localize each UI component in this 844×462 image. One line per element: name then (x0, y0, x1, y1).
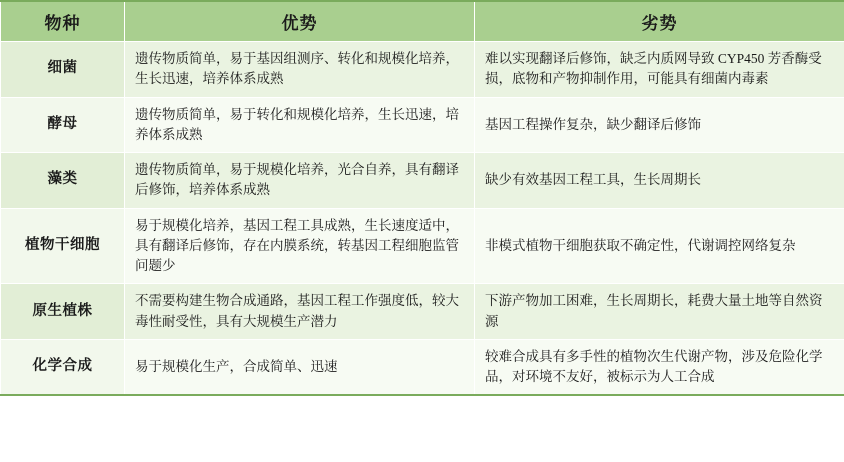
cell-disadvantage (475, 97, 844, 153)
cell-disadvantage-text: 下游产物加工困难，生长周期长，耗费大量土地等自然资源 (485, 293, 823, 329)
cell-advantage-text: 易于规模化培养，基因工程工具成熟，生长速度适中，具有翻译后修饰，存在内膜系统，转基因工程细胞监管问题少 (135, 217, 459, 273)
cell-species: 酵母 (1, 97, 125, 153)
cell-advantage-text: 遗传物质简单，易于规模化培养，光合自养，具有翻译后修饰，培养体系成熟 (135, 162, 459, 198)
table-body (1, 42, 844, 396)
cell-disadvantage (475, 153, 844, 209)
cell-advantage (125, 208, 475, 284)
cell-advantage-text: 不需要构建生物合成通路，基因工程工作强度低，较大毒性耐受性，具有大规模生产潜力 (135, 293, 459, 329)
cell-species: 原生植株 (1, 284, 125, 340)
cell-disadvantage-text: 难以实现翻译后修饰，缺乏内质网导致 CYP450 芳香酶受损，底物和产物抑制作用，可能具有细菌内毒素 (485, 51, 822, 87)
cell-advantage (125, 42, 475, 98)
cell-disadvantage (475, 42, 844, 98)
table-header-row (1, 1, 844, 42)
cell-disadvantage (475, 208, 844, 284)
table-row (1, 339, 844, 395)
cell-disadvantage-text: 缺少有效基因工程工具，生长周期长 (485, 172, 701, 188)
cell-advantage (125, 284, 475, 340)
cell-disadvantage-text: 基因工程操作复杂，缺少翻译后修饰 (485, 116, 701, 132)
cell-advantage (125, 153, 475, 209)
cell-advantage-text: 遗传物质简单，易于转化和规模化培养，生长迅速，培养体系成熟 (135, 106, 459, 142)
column-header-advantage: 优势 (125, 1, 475, 42)
cell-disadvantage (475, 339, 844, 395)
cell-advantage-text: 易于规模化生产，合成简单、迅速 (135, 358, 338, 374)
table-row (1, 97, 844, 153)
table-row (1, 42, 844, 98)
cell-species: 细菌 (1, 42, 125, 98)
table-row (1, 153, 844, 209)
cell-advantage (125, 97, 475, 153)
column-header-disadvantage: 劣势 (475, 1, 844, 42)
cell-disadvantage-text: 非模式植物干细胞获取不确定性，代谢调控网络复杂 (485, 237, 796, 253)
cell-species: 藻类 (1, 153, 125, 209)
cell-species: 植物干细胞 (1, 208, 125, 284)
cell-disadvantage (475, 284, 844, 340)
table-header (1, 1, 844, 42)
cell-disadvantage-text: 较难合成具有多手性的植物次生代谢产物，涉及危险化学品，对环境不友好，被标示为人工合成 (485, 348, 823, 384)
table-row (1, 284, 844, 340)
table-row (1, 208, 844, 284)
cell-advantage-text: 遗传物质简单，易于基因组测序、转化和规模化培养，生长迅速，培养体系成熟 (135, 51, 459, 87)
column-header-species: 物种 (1, 1, 125, 42)
cell-species: 化学合成 (1, 339, 125, 395)
cell-advantage (125, 339, 475, 395)
